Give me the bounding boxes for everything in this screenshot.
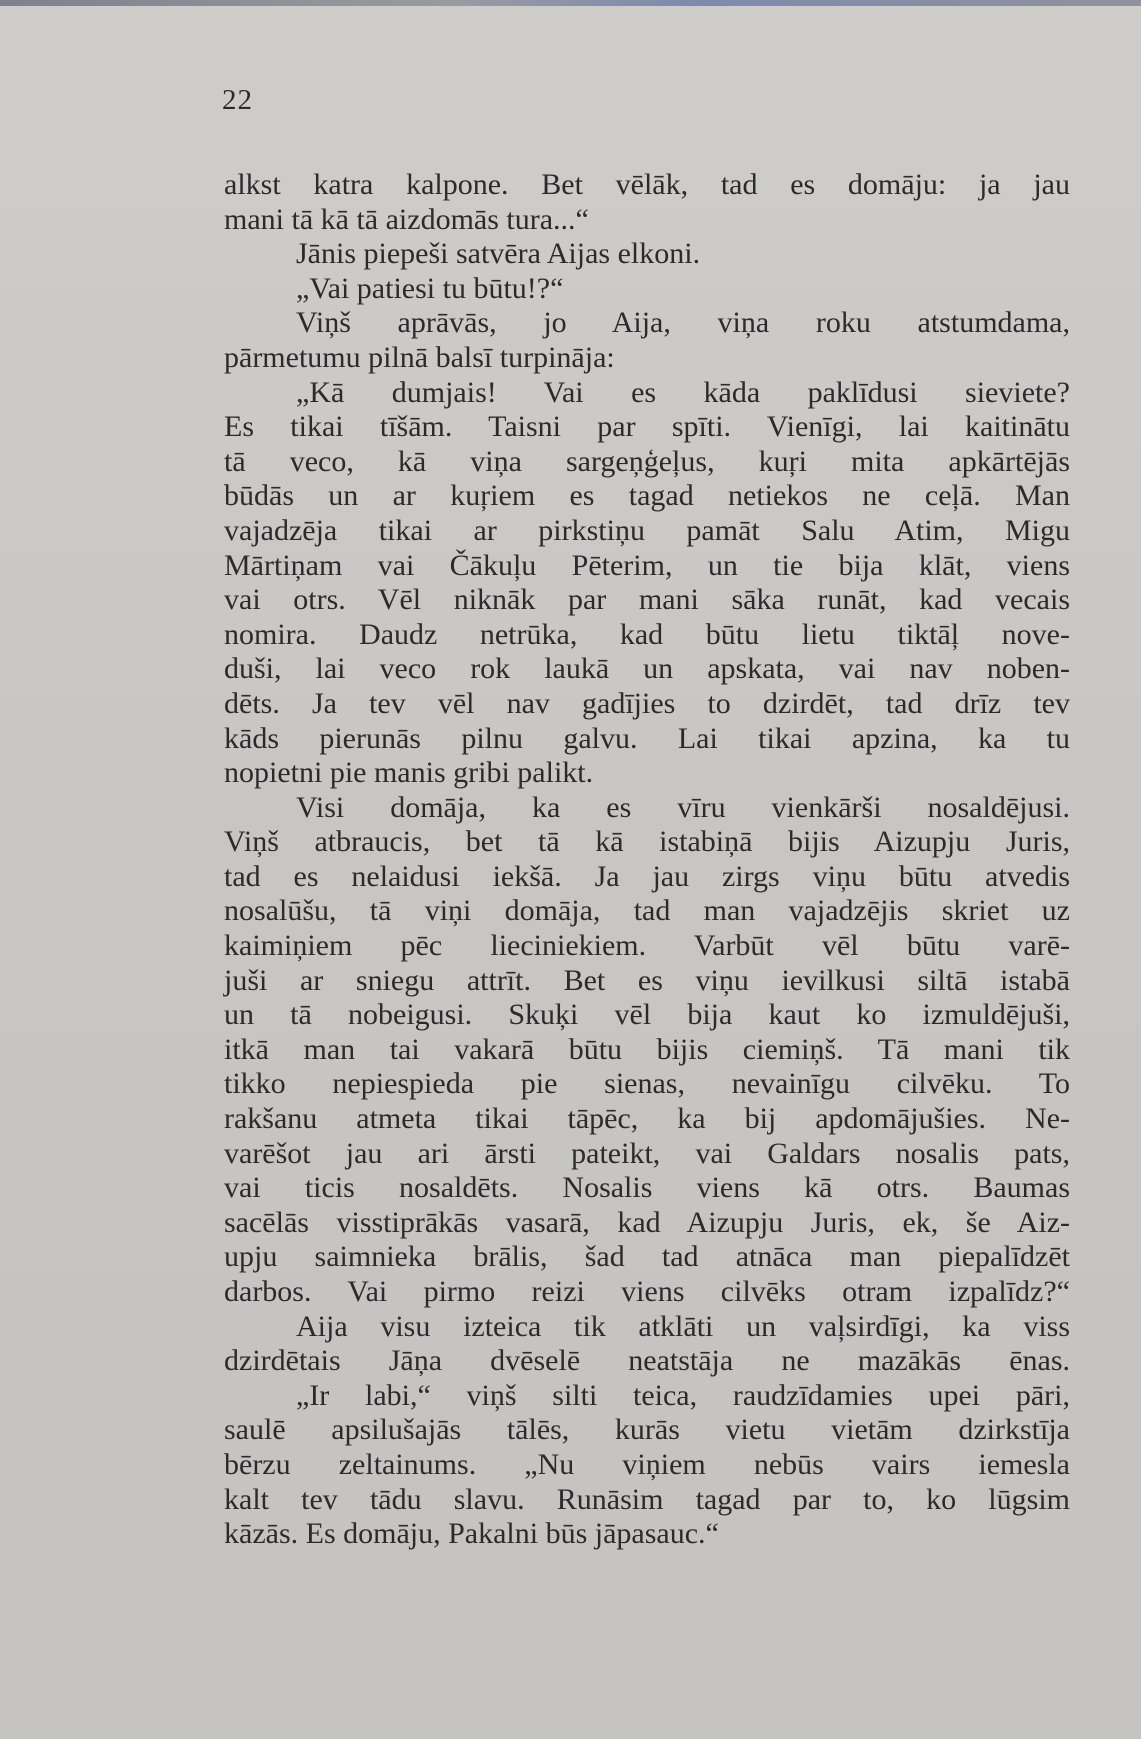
text-line: Viņš atbraucis, bet tā kā istabiņā bijis Aizupju Juris,	[224, 825, 1070, 859]
text-line: itkā man tai vakarā būtu bijis ciemiņš. Tā mani tik	[224, 1032, 1070, 1066]
text-line: varēšot jau ari ārsti pateikt, vai Galdars nosalis pats,	[224, 1136, 1070, 1170]
text-line: būdās un ar kuŗiem es tagad netiekos ne ceļā. Man	[224, 479, 1070, 513]
text-line: dzirdētais Jāņa dvēselē neatstāja ne mazākās ēnas.	[224, 1344, 1070, 1378]
text-line: kāzās. Es domāju, Pakalni būs jāpasauc.“	[224, 1517, 719, 1551]
text-line: vai ticis nosaldēts. Nosalis viens kā otrs. Baumas	[224, 1171, 1070, 1205]
text-line: dēts. Ja tev vēl nav gadījies to dzirdēt, tad drīz tev	[224, 686, 1070, 720]
text-line: kaimiņiem pēc lieciniekiem. Varbūt vēl būtu varē-	[224, 929, 1070, 963]
text-line: bērzu zeltainums. „Nu viņiem nebūs vairs iemesla	[224, 1447, 1070, 1481]
text-line: Viņš aprāvās, jo Aija, viņa roku atstumdama,	[296, 306, 1070, 340]
text-line: Jānis piepeši satvēra Aijas elkoni.	[296, 237, 701, 271]
text-line: pārmetumu pilnā balsī turpināja:	[224, 340, 615, 374]
text-line: kalt tev tādu slavu. Runāsim tagad par to, ko lūgsim	[224, 1482, 1070, 1516]
text-line: tad es nelaidusi iekšā. Ja jau zirgs viņu būtu atvedis	[224, 859, 1070, 893]
text-line: vai otrs. Vēl niknāk par mani sāka runāt, kad vecais	[224, 583, 1070, 617]
text-line: sacēlās visstiprākās vasarā, kad Aizupju Juris, ek, še Aiz-	[224, 1205, 1070, 1239]
text-line: kāds pierunās pilnu galvu. Lai tikai apzina, ka tu	[224, 721, 1070, 755]
text-line: juši ar sniegu attrīt. Bet es viņu ievilkusi siltā istabā	[224, 963, 1070, 997]
text-line: darbos. Vai pirmo reizi viens cilvēks otram izpalīdz?“	[224, 1275, 1070, 1308]
text-line: Es tikai tīšām. Taisni par spīti. Vienīgi, lai kaitinātu	[224, 410, 1070, 444]
text-line: un tā nobeigusi. Skuķi vēl bija kaut ko izmuldējuši,	[224, 998, 1070, 1032]
page-top-edge	[0, 0, 1141, 6]
text-line: tā veco, kā viņa sargeņģeļus, kuŗi mita apkārtējās	[224, 444, 1070, 478]
text-line: Mārtiņam vai Čākuļu Pēterim, un tie bija klāt, viens	[224, 548, 1070, 582]
page-number: 22	[222, 84, 253, 116]
text-line: „Ir labi,“ viņš silti teica, raudzīdamies upei pāri,	[296, 1378, 1070, 1412]
text-line: duši, lai veco rok laukā un apskata, vai nav noben-	[224, 652, 1070, 686]
text-line: nopietni pie manis gribi palikt.	[224, 756, 594, 790]
text-line: nomira. Daudz netrūka, kad būtu lietu tiktāļ nove-	[224, 617, 1070, 651]
text-line: „Vai patiesi tu būtu!?“	[296, 271, 564, 305]
text-line: vajadzēja tikai ar pirkstiņu pamāt Salu Atim, Migu	[224, 513, 1070, 547]
text-line: rakšanu atmeta tikai tāpēc, ka bij apdomājušies. Ne-	[224, 1102, 1070, 1136]
body-text	[224, 168, 1070, 1552]
text-line: Visi domāja, ka es vīru vienkārši nosaldējusi.	[296, 790, 1070, 824]
text-line: mani tā kā tā aizdomās tura...“	[224, 202, 589, 236]
text-line: nosalūšu, tā viņi domāja, tad man vajadzējis skriet uz	[224, 894, 1070, 928]
text-line: alkst katra kalpone. Bet vēlāk, tad es domāju: ja jau	[224, 168, 1070, 201]
text-line: „Kā dumjais! Vai es kāda paklīdusi sieviete?	[296, 375, 1070, 409]
text-line: upju saimnieka brālis, šad tad atnāca man piepalīdzēt	[224, 1240, 1070, 1274]
text-line: saulē apsilušajās tālēs, kurās vietu vietām dzirkstīja	[224, 1413, 1070, 1447]
text-line: Aija visu izteica tik atklāti un vaļsirdīgi, ka viss	[296, 1309, 1070, 1343]
text-line: tikko nepiespieda pie sienas, nevainīgu cilvēku. To	[224, 1067, 1070, 1101]
